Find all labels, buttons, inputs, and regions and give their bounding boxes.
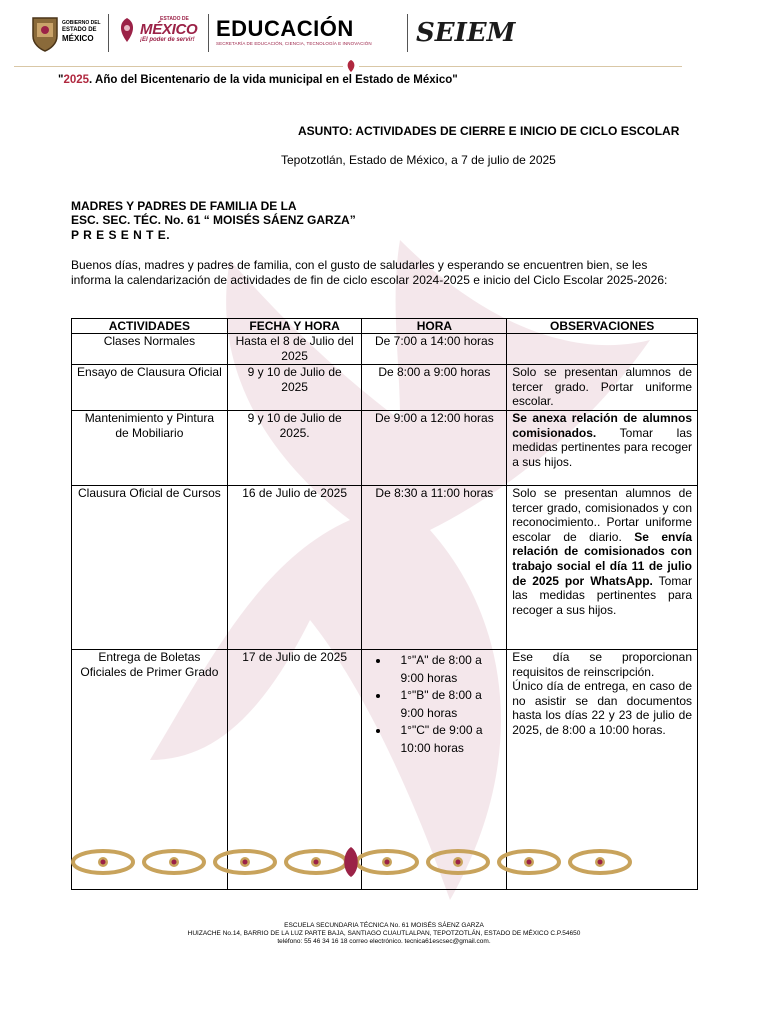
observations-cell xyxy=(507,411,698,486)
gob-line: GOBIERNO DEL xyxy=(62,20,101,26)
motto-quote: " xyxy=(58,74,64,86)
date-cell: 9 y 10 de Julio de 2025 xyxy=(227,365,362,411)
letter-subject: ASUNTO: ACTIVIDADES DE CIERRE E INICIO DE CICLO ESCOLAR xyxy=(298,124,680,138)
table-header-row xyxy=(72,319,698,334)
state-coat-of-arms-icon xyxy=(30,14,60,52)
column-header: OBSERVACIONES xyxy=(507,319,698,334)
gob-line: ESTADO DE xyxy=(62,27,97,33)
edomex-top-text: ESTADO DE xyxy=(160,16,189,22)
activity-cell: Clausura Oficial de Cursos xyxy=(72,486,228,650)
addressee-line: MADRES Y PADRES DE FAMILIA DE LA xyxy=(71,199,297,213)
place-date: Tepotzotlán, Estado de México, a 7 de julio de 2025 xyxy=(281,153,556,167)
ornament-motif xyxy=(428,851,488,873)
motto-text: . Año del Bicentenario de la vida municipal en el Estado de México" xyxy=(89,74,458,86)
observations-cell xyxy=(507,334,698,365)
activity-cell: Clases Normales xyxy=(72,334,228,365)
edomex-logo xyxy=(140,16,197,43)
educacion-subtitle: SECRETARÍA DE EDUCACIÓN, CIENCIA, TECNOLOGÍA E INNOVACIÓN xyxy=(216,41,372,46)
ornament-motif xyxy=(286,851,346,873)
time-slot: • 1°"B" de 8:00 a 9:00 horas xyxy=(390,687,506,722)
ornament-motif xyxy=(144,851,204,873)
date-cell: Hasta el 8 de Julio del 2025 xyxy=(227,334,362,365)
observations-cell xyxy=(507,486,698,650)
time-slot: • 1°"C" de 9:00 a 10:00 horas xyxy=(390,722,506,757)
table-row xyxy=(72,365,698,411)
time-cell: De 7:00 a 14:00 horas xyxy=(362,334,507,365)
addressee-line: P R E S E N T E. xyxy=(71,228,171,242)
observation-bold: Se envía relación de comisionados con trabajo social el día 11 de julio de 2025 por WhatsApp. xyxy=(512,529,693,588)
activity-cell: Ensayo de Clausura Oficial xyxy=(72,365,228,411)
rule-flower-icon xyxy=(343,59,359,73)
activity-cell: Mantenimiento y Pintura de Mobiliario xyxy=(72,411,228,486)
ornament-motif xyxy=(570,851,630,873)
date-cell: 16 de Julio de 2025 xyxy=(227,486,362,650)
observation-text: Solo se presentan alumnos de tercer grado, comisionados y con reconocimiento.. Portar uniforme escolar de diario. xyxy=(512,486,692,544)
ornament-motif xyxy=(357,851,417,873)
footer-address: HUIZACHE No.14, BARRIO DE LA LUZ PARTE BAJA, SANTIAGO CUAUTLALPAN, TEPOTZOTLÁN, ESTADO DE MÉXICO C.P.54650 xyxy=(187,930,581,937)
header-divider xyxy=(407,14,408,52)
motto-year: 2025 xyxy=(63,74,90,86)
educacion-wordmark: EDUCACIÓN xyxy=(216,16,354,41)
observation-bold: Se anexa relación de alumnos comisionados. xyxy=(512,411,692,440)
gob-line: MÉXICO xyxy=(62,34,94,43)
activities-table xyxy=(71,318,698,890)
ornament-motif xyxy=(499,851,559,873)
header-divider xyxy=(208,14,209,52)
observation-text: Ese día se proporcionan requisitos de reinscripción. xyxy=(512,650,692,679)
header-divider xyxy=(108,14,109,52)
ornament-motif xyxy=(73,851,133,873)
edomex-flower-icon xyxy=(116,16,138,44)
activity-cell: Entrega de Boletas Oficiales de Primer Grado xyxy=(72,650,228,890)
observation-text: Tomar las medidas pertinentes para recoger a sus hijos. xyxy=(512,573,692,617)
state-government-label xyxy=(62,20,101,43)
table-row xyxy=(72,334,698,365)
decorative-border-ornament xyxy=(68,845,638,879)
table-row xyxy=(72,411,698,486)
ornament-center-flower xyxy=(344,847,358,877)
time-cell: De 9:00 a 12:00 horas xyxy=(362,411,507,486)
column-header: FECHA Y HORA xyxy=(227,319,362,334)
table-row xyxy=(72,486,698,650)
observations-cell: Solo se presentan alumnos de tercer grado. Portar uniforme escolar. xyxy=(507,365,698,411)
edomex-name: MÉXICO xyxy=(140,21,198,38)
footer-school-name: ESCUELA SECUNDARIA TÉCNICA No. 61 MOISÉS SÁENZ GARZA xyxy=(284,922,484,929)
time-slot-list xyxy=(362,652,506,757)
observation-text: Tomar las medidas pertinentes para recoger a sus hijos. xyxy=(512,425,692,469)
ornament-motif xyxy=(215,851,275,873)
footer-contact: teléfono: 55 46 34 16 18 correo electrónico. tecnica61escsec@gmail.com. xyxy=(277,938,491,945)
date-cell: 9 y 10 de Julio de 2025. xyxy=(227,411,362,486)
seiem-logo: SEIEM xyxy=(416,18,516,48)
date-cell: 17 de Julio de 2025 xyxy=(227,650,362,890)
column-header: HORA xyxy=(362,319,507,334)
body-line: Buenos días, madres y padres de familia, con el gusto de saludarles y esperando se encuentren bien, se les xyxy=(71,258,648,272)
time-cell: De 8:30 a 11:00 horas xyxy=(362,486,507,650)
time-slot: • 1°"A" de 8:00 a 9:00 horas xyxy=(390,652,506,687)
year-motto xyxy=(58,74,458,86)
edomex-tagline: ¡El poder de servir! xyxy=(140,37,195,43)
observation-text: Único día de entrega, en caso de no asistir se dan documentos hasta los días 22 y 23 de julio de 2025, de 8:00 a 10:00 horas. xyxy=(512,679,692,737)
body-line: informa la calendarización de actividades de fin de ciclo escolar 2024-2025 e inicio del Ciclo Escolar 2025-2026: xyxy=(71,273,668,287)
time-cell: De 8:00 a 9:00 horas xyxy=(362,365,507,411)
addressee-line: ESC. SEC. TÉC. No. 61 “ MOISÉS SÁENZ GARZA” xyxy=(71,213,356,227)
column-header: ACTIVIDADES xyxy=(72,319,228,334)
